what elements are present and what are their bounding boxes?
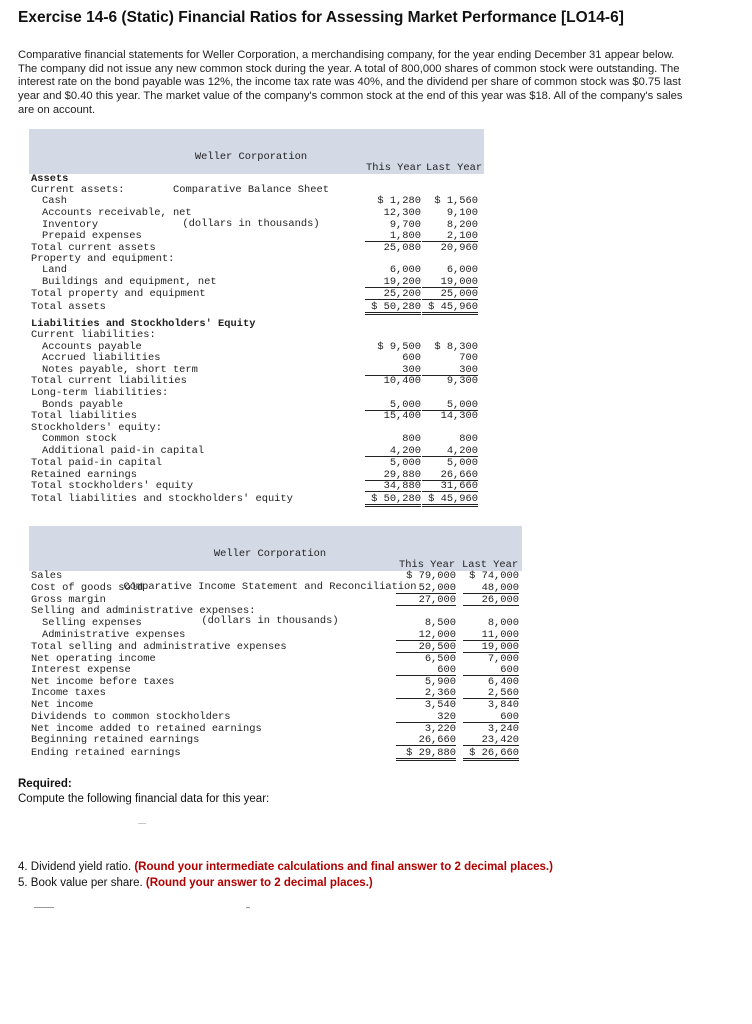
last-year-value: 5,000 xyxy=(446,457,478,469)
units-note: (dollars in thousands) xyxy=(201,615,339,628)
this-year-value: $ 50,280 xyxy=(365,493,421,507)
line-item-label: Total selling and administrative expenses xyxy=(31,641,287,653)
question-5 xyxy=(18,877,373,889)
last-year-value: $ 74,000 xyxy=(469,570,519,582)
line-item-label: Total property and equipment xyxy=(31,288,206,300)
this-year-value: 3,220 xyxy=(424,723,456,735)
line-item-label: Gross margin xyxy=(31,594,106,606)
last-year-value: 48,000 xyxy=(463,582,519,594)
this-year-value: 320 xyxy=(396,711,456,723)
line-item-label: Beginning retained earnings xyxy=(31,734,200,746)
line-item-label: Accounts receivable, net xyxy=(42,207,192,219)
this-year-value: 27,000 xyxy=(396,594,456,606)
line-item-label: Sales xyxy=(31,570,63,582)
last-year-value: 600 xyxy=(463,711,519,723)
line-item-label: Current assets: xyxy=(31,184,125,196)
question-5-note: (Round your answer to 2 decimal places.) xyxy=(145,877,373,889)
company-name: Weller Corporation xyxy=(194,150,308,163)
last-year-value: 26,660 xyxy=(422,469,478,481)
line-item-label: Cash xyxy=(42,195,67,207)
intro-line: interest rate on the bond payable was 12%, the income tax rate was 40%, and the dividend per share of common stock was $0.75 last xyxy=(18,76,681,89)
this-year-value: 2,360 xyxy=(396,687,456,699)
last-year-value: 20,960 xyxy=(440,242,478,254)
this-year-value: 9,700 xyxy=(389,219,421,231)
this-year-value: 4,200 xyxy=(365,445,421,457)
intro-line: are on account. xyxy=(18,103,96,116)
this-year-value: $ 79,000 xyxy=(406,570,456,582)
last-year-value: 800 xyxy=(459,433,478,445)
line-item-label: Buildings and equipment, net xyxy=(42,276,217,288)
this-year-value: $ 1,280 xyxy=(377,195,421,207)
last-year-value: 11,000 xyxy=(463,629,519,641)
exercise-title: Exercise 14-6 (Static) Financial Ratios for Assessing Market Performance [LO14-6] xyxy=(18,9,624,26)
this-year-value: 600 xyxy=(396,664,456,676)
line-item-label: Liabilities and Stockholders' Equity xyxy=(31,318,256,330)
this-year-value: 1,800 xyxy=(365,230,421,242)
line-item-label: Total current assets xyxy=(31,242,156,254)
intro-line: Comparative financial statements for Weller Corporation, a merchandising company, for the year ending December 31 appear below. xyxy=(18,49,675,61)
line-item-label: Interest expense xyxy=(31,664,131,676)
this-year-value: $ 9,500 xyxy=(377,341,421,353)
last-year-value: 9,300 xyxy=(446,375,478,387)
this-year-value: 34,880 xyxy=(365,480,421,492)
last-year-value: 300 xyxy=(422,364,478,376)
this-year-value: 5,000 xyxy=(389,457,421,469)
line-item-label: Total assets xyxy=(31,301,106,313)
last-year-value: 6,000 xyxy=(446,264,478,276)
divider xyxy=(34,907,54,908)
line-item-label: Accrued liabilities xyxy=(42,352,161,364)
this-year-value: 6,500 xyxy=(424,653,456,665)
this-year-value: 8,500 xyxy=(424,617,456,629)
intro-line: The company did not issue any new common stock during the year. A total of 800,000 shares of common stock were outstanding. The xyxy=(18,62,680,75)
last-year-value: 9,100 xyxy=(446,207,478,219)
this-year-value: 3,540 xyxy=(424,699,456,711)
line-item-label: Assets xyxy=(31,173,69,185)
this-year-value: 12,000 xyxy=(396,629,456,641)
required-heading: Required: xyxy=(18,778,72,790)
line-item-label: Net income xyxy=(31,699,94,711)
last-year-value: $ 45,960 xyxy=(422,301,478,315)
line-item-label: Bonds payable xyxy=(42,399,124,411)
line-item-label: Ending retained earnings xyxy=(31,747,181,759)
line-item-label: Common stock xyxy=(42,433,117,445)
question-4-text: 4. Dividend yield ratio. xyxy=(18,861,135,873)
line-item-label: Net income added to retained earnings xyxy=(31,723,262,735)
last-year-value: 26,000 xyxy=(463,594,519,606)
line-item-label: Administrative expenses xyxy=(42,629,186,641)
line-item-label: Accounts payable xyxy=(42,341,142,353)
divider xyxy=(246,907,250,908)
divider xyxy=(138,823,146,824)
last-year-value: $ 1,560 xyxy=(434,195,478,207)
last-year-value: 3,240 xyxy=(487,723,519,735)
line-item-label: Prepaid expenses xyxy=(42,230,142,242)
this-year-value: 6,000 xyxy=(389,264,421,276)
col-header-this-year: This Year xyxy=(399,559,456,571)
intro-paragraph xyxy=(18,49,740,118)
this-year-value: 20,500 xyxy=(396,641,456,653)
last-year-value: 7,000 xyxy=(487,653,519,665)
last-year-value: 31,660 xyxy=(422,480,478,492)
last-year-value: 600 xyxy=(463,664,519,676)
line-item-label: Land xyxy=(42,264,67,276)
col-header-this-year: This Year xyxy=(366,162,423,174)
line-item-label: Total stockholders' equity xyxy=(31,480,194,492)
company-name: Weller Corporation xyxy=(213,547,327,560)
this-year-value: 5,000 xyxy=(365,399,421,411)
line-item-label: Property and equipment: xyxy=(31,253,175,265)
line-item-label: Stockholders' equity: xyxy=(31,422,162,434)
this-year-value: 600 xyxy=(402,352,421,364)
last-year-value: 25,000 xyxy=(422,288,478,300)
this-year-value: 800 xyxy=(402,433,421,445)
line-item-label: Additional paid-in capital xyxy=(42,445,205,457)
this-year-value: 5,900 xyxy=(424,676,456,688)
line-item-label: Total liabilities and stockholders' equity xyxy=(31,493,293,505)
last-year-value: 6,400 xyxy=(487,676,519,688)
units-note: (dollars in thousands) xyxy=(182,218,320,231)
question-5-text: 5. Book value per share. xyxy=(18,877,146,889)
col-header-last-year: Last Year xyxy=(426,162,483,174)
line-item-label: Current liabilities: xyxy=(31,329,156,341)
last-year-value: 2,100 xyxy=(422,230,478,242)
last-year-value: 2,560 xyxy=(463,687,519,699)
question-4-note: (Round your intermediate calculations and final answer to 2 decimal places.) xyxy=(134,861,553,873)
line-item-label: Total paid-in capital xyxy=(31,457,162,469)
question-4 xyxy=(18,861,553,873)
line-item-label: Income taxes xyxy=(31,687,106,699)
this-year-value: 300 xyxy=(365,364,421,376)
line-item-label: Retained earnings xyxy=(31,469,138,481)
last-year-value: 4,200 xyxy=(422,445,478,457)
last-year-value: 19,000 xyxy=(463,641,519,653)
this-year-value: 26,660 xyxy=(396,734,456,746)
this-year-value: 12,300 xyxy=(383,207,421,219)
last-year-value: 14,300 xyxy=(440,410,478,422)
line-item-label: Notes payable, short term xyxy=(42,364,198,376)
last-year-value: 700 xyxy=(459,352,478,364)
last-year-value: 19,000 xyxy=(422,276,478,288)
line-item-label: Selling expenses xyxy=(42,617,142,629)
this-year-value: 25,080 xyxy=(383,242,421,254)
line-item-label: Total liabilities xyxy=(31,410,138,422)
this-year-value: 52,000 xyxy=(396,582,456,594)
last-year-value: $ 26,660 xyxy=(463,747,519,761)
line-item-label: Long-term liabilities: xyxy=(31,387,169,399)
this-year-value: 19,200 xyxy=(365,276,421,288)
line-item-label: Dividends to common stockholders xyxy=(31,711,231,723)
line-item-label: Selling and administrative expenses: xyxy=(31,605,256,617)
last-year-value: 23,420 xyxy=(463,734,519,746)
line-item-label: Net operating income xyxy=(31,653,156,665)
this-year-value: 15,400 xyxy=(383,410,421,422)
last-year-value: 3,840 xyxy=(487,699,519,711)
intro-line: year and $0.40 this year. The market value of the company's common stock at the end of this year was $18. All of the company's sales xyxy=(18,90,683,103)
col-header-last-year: Last Year xyxy=(462,559,519,571)
last-year-value: $ 45,960 xyxy=(422,493,478,507)
statement-name: Comparative Balance Sheet xyxy=(173,184,329,197)
required-text: Compute the following financial data for this year: xyxy=(18,793,270,805)
last-year-value: 8,000 xyxy=(487,617,519,629)
line-item-label: Inventory xyxy=(42,219,99,231)
last-year-value: 8,200 xyxy=(446,219,478,231)
line-item-label: Cost of goods sold xyxy=(31,582,144,594)
this-year-value: 25,200 xyxy=(365,288,421,300)
this-year-value: $ 29,880 xyxy=(396,747,456,761)
this-year-value: 10,400 xyxy=(383,375,421,387)
this-year-value: 29,880 xyxy=(365,469,421,481)
last-year-value: 5,000 xyxy=(422,399,478,411)
line-item-label: Total current liabilities xyxy=(31,375,187,387)
last-year-value: $ 8,300 xyxy=(434,341,478,353)
statement-name: Comparative Income Statement and Reconciliation xyxy=(123,581,417,594)
line-item-label: Net income before taxes xyxy=(31,676,175,688)
this-year-value: $ 50,280 xyxy=(365,301,421,315)
